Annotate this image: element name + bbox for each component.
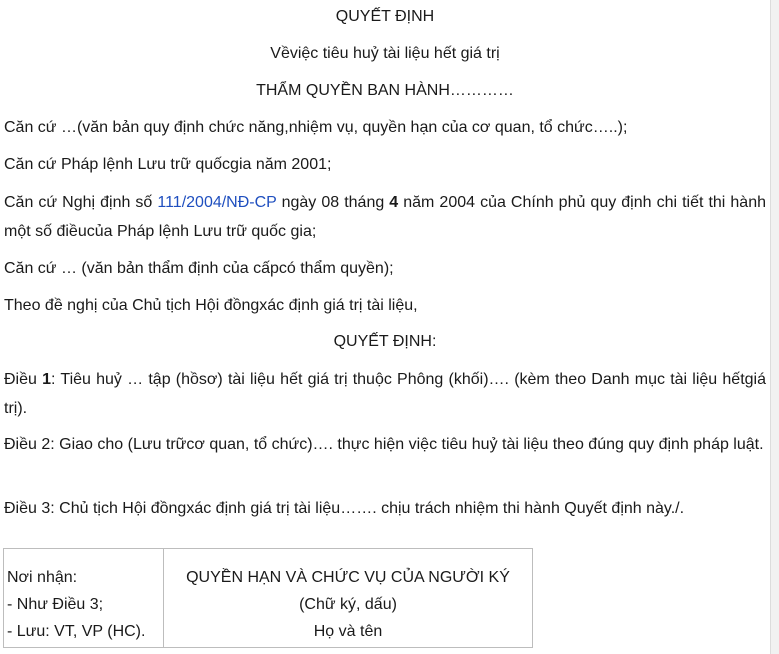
document-title: QUYẾT ĐỊNH: [335, 8, 435, 25]
preamble-line-5: Theo đề nghị của Chủ tịch Hội đồngxác định giá trị tài liệu,: [4, 297, 418, 314]
signer-note: (Chữ ký, dấu): [299, 596, 397, 613]
article-1-text: : Tiêu huỷ … tập (hồsơ) tài liệu hết giá trị thuộc Phông (khối)…. (kèm theo Danh mục tài liệu hếtgiá trị).: [4, 371, 767, 417]
decree-month: 4: [389, 194, 399, 211]
article-1-label: Điều: [4, 371, 43, 388]
preamble-line-4: Căn cứ … (văn bản thẩm định của cấpcó thẩm quyền);: [4, 260, 394, 277]
decree-middle: ngày 08 tháng: [276, 194, 390, 211]
recipients-cell: [4, 549, 164, 647]
decree-suffix: năm 2004 của Chính phủ quy định chi tiết thi hành một số điềucủa Pháp lệnh Lưu trữ quốc gia;: [4, 194, 767, 240]
recipient-item: - Lưu: VT, VP (HC).: [7, 623, 146, 640]
article-2: Điều 2: Giao cho (Lưu trữcơ quan, tổ chức)…. thực hiện việc tiêu huỷ tài liệu theo đúng quy định pháp luật.: [4, 436, 764, 453]
signer-cell: [164, 549, 532, 647]
decision-heading: QUYẾT ĐỊNH:: [333, 333, 437, 350]
preamble-decree: [4, 188, 766, 246]
decree-link[interactable]: 111/2004/NĐ-CP: [157, 194, 277, 211]
issuing-authority: THẨM QUYỀN BAN HÀNH…………: [256, 82, 514, 99]
page-edge: [770, 0, 779, 654]
article-3: Điều 3: Chủ tịch Hội đồngxác định giá trị tài liệu……. chịu trách nhiệm thi hành Quyết định này./.: [4, 500, 685, 517]
signer-title: QUYỀN HẠN VÀ CHỨC VỤ CỦA NGƯỜI KÝ: [186, 569, 510, 586]
signer-name: Họ và tên: [313, 623, 383, 640]
preamble-line-1: Căn cứ …(văn bản quy định chức năng,nhiệm vụ, quyền hạn của cơ quan, tổ chức…..);: [4, 119, 628, 136]
document-subtitle: Vềviệc tiêu huỷ tài liệu hết giá trị: [270, 45, 500, 62]
signature-table: [3, 548, 533, 648]
decree-prefix: Căn cứ Nghị định số: [4, 194, 158, 211]
article-1: [4, 365, 766, 423]
recipients-title: Nơi nhận:: [7, 569, 78, 586]
recipient-item: - Như Điều 3;: [7, 596, 104, 613]
article-1-number: 1: [42, 371, 52, 388]
preamble-line-2: Căn cứ Pháp lệnh Lưu trữ quốcgia năm 2001;: [4, 156, 332, 173]
